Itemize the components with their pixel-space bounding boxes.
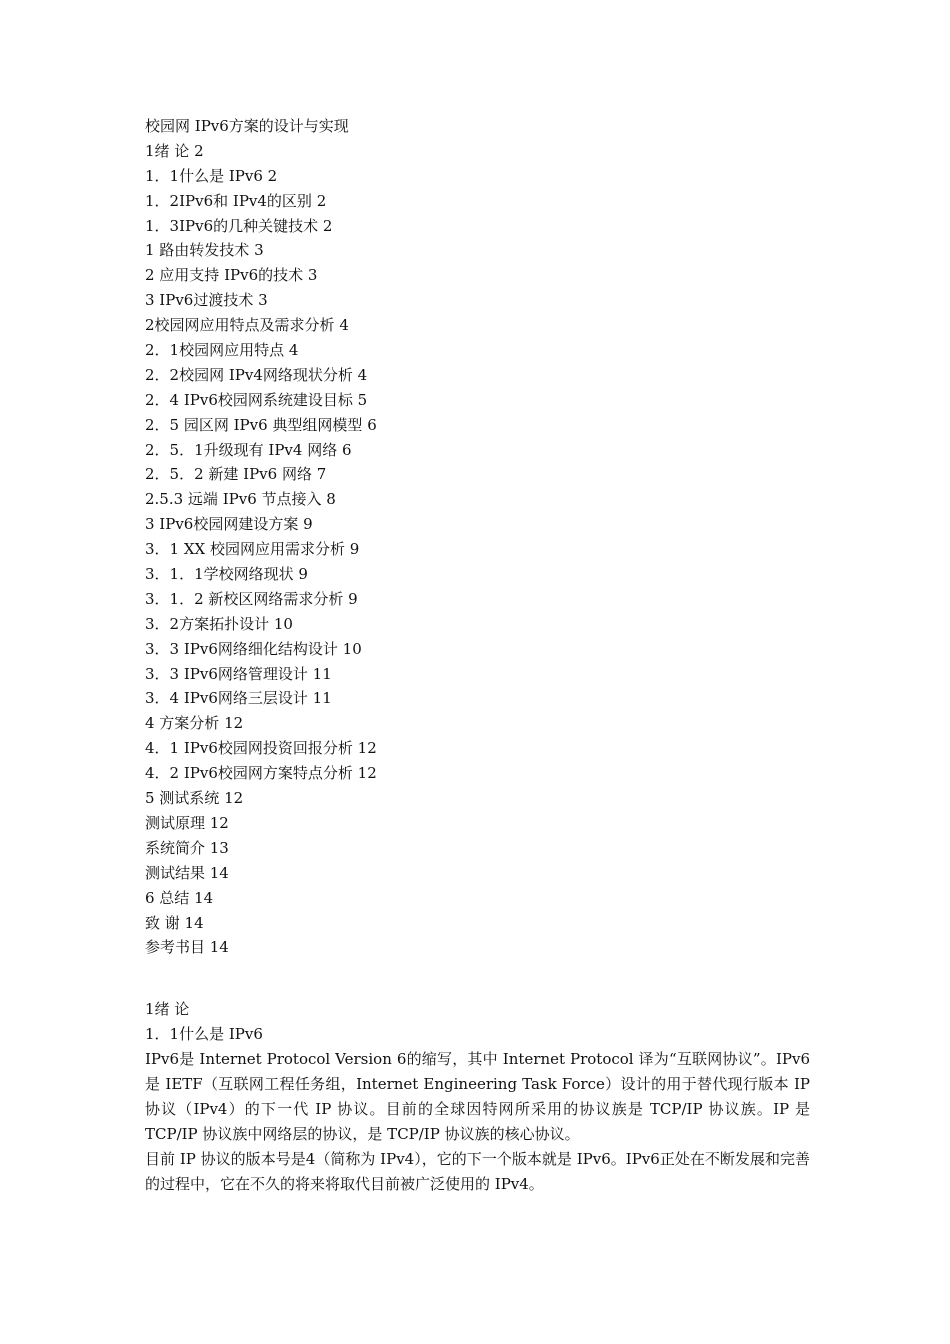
toc-item: 4．1 IPv6校园网投资回报分析 12 xyxy=(145,739,377,758)
toc-item: 1．3IPv6的几种关键技术 2 xyxy=(145,216,333,235)
chapter-heading: 1绪 论 xyxy=(145,1000,190,1019)
section-gap xyxy=(145,960,810,997)
toc-item: 6 总结 14 xyxy=(145,888,214,907)
body-section xyxy=(145,997,810,1196)
toc-item: 1绪 论 2 xyxy=(145,141,204,160)
toc-item: 4．2 IPv6校园网方案特点分析 12 xyxy=(145,764,377,783)
body-paragraph: 目前 IP 协议的版本号是4（简称为 IPv4），它的下一个版本就是 IPv6。IPv6正处在不断发展和完善的过程中，它在不久的将来将取代目前被广泛使用的 IPv4。 xyxy=(145,1149,810,1193)
toc-item: 4 方案分析 12 xyxy=(145,714,244,733)
toc-item: 测试结果 14 xyxy=(145,863,229,882)
toc-item: 3．1．1学校网络现状 9 xyxy=(145,565,308,584)
toc-item: 1 路由转发技术 3 xyxy=(145,241,264,260)
section-heading: 1．1什么是 IPv6 xyxy=(145,1025,263,1044)
toc-item: 2．5．1升级现有 IPv4 网络 6 xyxy=(145,440,352,459)
toc-item: 2校园网应用特点及需求分析 4 xyxy=(145,316,349,335)
toc-item: 2 应用支持 IPv6的技术 3 xyxy=(145,266,318,285)
toc-item: 3．3 IPv6网络细化结构设计 10 xyxy=(145,639,362,658)
toc-item: 参考书目 14 xyxy=(145,938,229,957)
toc-item: 3 IPv6校园网建设方案 9 xyxy=(145,515,313,534)
toc-item: 3．1 XX 校园网应用需求分析 9 xyxy=(145,540,360,559)
toc-item: 2．5 园区网 IPv6 典型组网模型 6 xyxy=(145,415,377,434)
toc-item: 2．4 IPv6校园网系统建设目标 5 xyxy=(145,390,368,409)
toc-item: 测试原理 12 xyxy=(145,813,229,832)
document-page xyxy=(145,114,810,1197)
toc-item: 5 测试系统 12 xyxy=(145,789,244,808)
toc-item: 2．5．2 新建 IPv6 网络 7 xyxy=(145,465,327,484)
toc-item: 1．1什么是 IPv6 2 xyxy=(145,166,278,185)
toc-item: 3．4 IPv6网络三层设计 11 xyxy=(145,689,332,708)
toc-item: 1．2IPv6和 IPv4的区别 2 xyxy=(145,191,327,210)
toc-item: 系统简介 13 xyxy=(145,838,229,857)
toc-item: 3 IPv6过渡技术 3 xyxy=(145,291,268,310)
body-paragraph: IPv6是 Internet Protocol Version 6的缩写，其中 Internet Protocol 译为“互联网协议”。IPv6是 IETF（互联网工程任务组，Internet Engineering Task Force）设计的用于替代现行版本 IP 协议（IPv4）的下一代 IP 协议。目前的全球因特网所采用的协议族是 TCP/IP 协议族。IP 是 TCP/IP 协议族中网络层的协议，是 TCP/IP 协议族的核心协议。 xyxy=(145,1050,810,1143)
toc-title: 校园网 IPv6方案的设计与实现 xyxy=(145,117,349,135)
toc-item: 3．2方案拓扑设计 10 xyxy=(145,614,293,633)
toc-item: 3．1．2 新校区网络需求分析 9 xyxy=(145,589,358,608)
table-of-contents xyxy=(145,114,810,960)
toc-item: 2.5.3 远端 IPv6 节点接入 8 xyxy=(145,490,336,509)
toc-item: 2．2校园网 IPv4网络现状分析 4 xyxy=(145,365,368,384)
toc-item: 3．3 IPv6网络管理设计 11 xyxy=(145,664,332,683)
toc-item: 2．1校园网应用特点 4 xyxy=(145,341,299,360)
toc-item: 致 谢 14 xyxy=(145,913,204,932)
